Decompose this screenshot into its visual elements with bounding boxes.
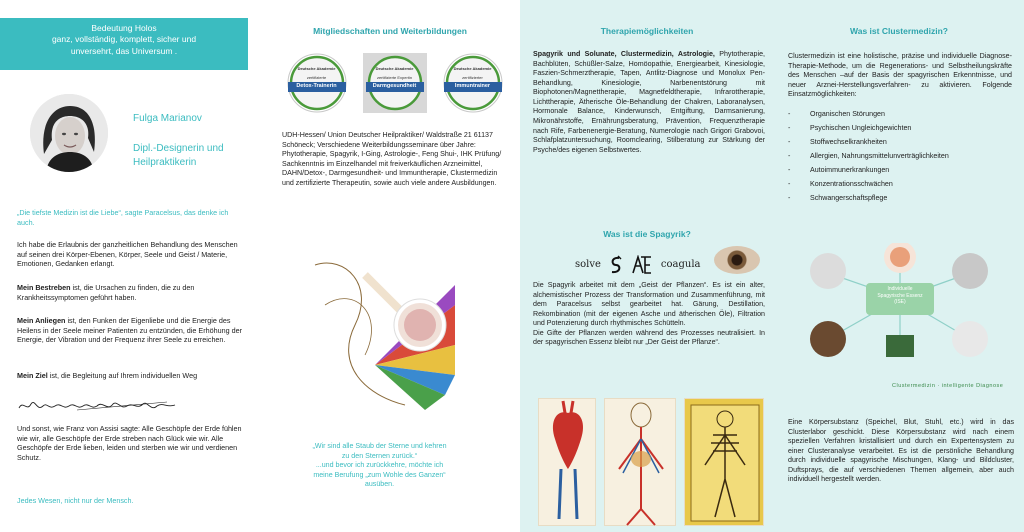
list-item-label: Stoffwechselkrankheiten [810,137,887,146]
detox-badge [284,52,350,114]
stars-quote [292,442,467,490]
assisi-paragraph: Und sonst, wie Franz von Assisi sagte: Alle Geschöpfe der Erde fühlen wie wir, alle Geschöpfe der Erde streben nach Glück wie wir. Alle Geschöpfe der Erde lieben, leiden und sterben wie wir und verdienen Schutz. [17,424,242,463]
ziel-paragraph [17,371,249,381]
panel-clustermedizin [774,0,1024,532]
therapies-list-text: Phytotherapie, Bachblüten, Schüßler-Salze, Homöopathie, Energiearbeit, Kinesiologie, Faszien-Schmerztherapie, Tapen, Antlitz-Diagnose und Monolux Pen-Behandlung, Kinesiologie, Narbenentstörung mit Biophotonen/Magnettherapie, Magnetfeldtherapie, Infrarottherapie, Lichttherapie, Ätherische Öle-Behandlung der Chakren, Laboranalysen, Hormonale Balance, Kinderwunsch, Entgiftung, Darmsanierung, Mikronährstoffe, Ernährungsberatung, Prävention, Frequenztherapie nach Rife, Farbenenergie-Beratung, Numerologie nach Grigori Grabovoi, Schlafplatzuntersuchung, Roomclearing, Stilberatung zur Stärkung der Psyche/des eigenen Selbstwertes. [533,50,765,154]
signature [17,396,177,416]
diagram-center-line: Individuelle [887,286,913,292]
badge-main-text: Darmgesundheit [372,83,417,89]
anatomy-heart-image [538,398,596,526]
badge-mid-text: zertifizierter [462,75,483,80]
list-item-label: Organischen Störungen [810,110,885,118]
quote-line: meine Berufung „zum Wohle des Ganzen“ [313,470,446,479]
clustermedizin-intro: Clustermedizin ist eine holistische, präzise und individuelle Diagnose-Therapie-Methode, um die Regenerations- und Selbstheilungskräfte des Menschen –auf der Basis der spagyrischen Erkenntnisse, und neuer Arznei-Herstellungsverfahren- zu aktivieren. Folgende Einsatzmöglichkeiten: [788,52,1012,99]
alchemy-ligature-icon [631,255,653,275]
clustermedizin-text: Eine Körpersubstanz (Speichel, Blut, Stuhl, etc.) wird in das Clusterlabor geschickt. Diese Körpersubstanz wird nach einem speziellen Verfahren kristallisiert und durch ein Expertensystem zu einer Clusteranalyse verarbeitet. Es ist die persönliche Behandlung durch individuelle spagyrische Mischungen, Klang- und Bildcluster, Duftsprays, die auf verschiedenen Themen allgemein, aber auch individuell hergestellt werden. [788,418,1014,484]
badge-top-text: Deutsche Akademie [375,66,414,71]
diagram-center-line: Spagyrische Essenz [877,292,923,299]
diagram-center [866,286,934,306]
title-line: Dipl.-Designerin und [133,143,224,154]
anliegen-text: ist, den Funken der Eigenliebe und die Energie des Heilens in der Seele meiner Patienten zu entzünden, die Erhöhung der Energie, der Vibration und der Frequenz ihrer Seele zu erreichen. [17,316,242,345]
paracelsus-quote: „Die tiefste Medizin ist die Liebe“, sagte Paracelsus, das denke ich auch. [17,208,229,227]
list-item: - Konzentrationsschwächen [788,179,893,188]
person-name: Fulga Marianov [133,113,202,124]
badge-mid-text: zertifizierte [306,75,327,80]
bestreben-label: Mein Bestreben [17,283,71,292]
anatomy-organs-image [604,398,676,526]
title-line: Heilpraktikerin [133,156,197,168]
anatomy-skeleton-image [684,398,764,526]
panel-therapies [520,0,774,532]
list-item-label: Allergien, Nahrungsmittelunverträglichkeiten [810,151,949,160]
badge-mid-text: zertifizierte Expertin [376,75,413,80]
clustermedizin-heading: Was ist Clustermedizin? [850,26,948,36]
panel-about [0,0,260,532]
anliegen-label: Mein Anliegen [17,316,66,325]
list-item: - Allergien, Nahrungsmittelunverträglichkeiten [788,151,949,160]
ziel-label: Mein Ziel [17,371,48,380]
bestreben-text: ist, die Ursachen zu finden, die zu den Krankheitssymptomen geführt haben. [17,283,195,302]
badge-main-text: Immuntrainer [454,83,491,89]
list-item-label: Konzentrationsschwächen [810,179,893,188]
list-item-label: Autoimmunerkrankungen [810,165,890,174]
holos-line: ganz, vollständig, komplett, sicher und [51,34,197,45]
spagyrik-text [533,281,765,348]
holos-line: unversehrt, das Universum . [70,45,178,56]
anliegen-paragraph [17,316,249,345]
quote-line: ausüben. [364,480,395,489]
cluster-diagram [782,243,1018,393]
portrait-photo [30,94,108,172]
list-item-label: Psychischen Ungleichgewichten [810,123,912,132]
solve-word: solve [575,259,601,271]
eye-image [714,246,760,274]
list-item: - Schwangerschaftspflege [788,193,888,202]
spagyrik-heading: Was ist die Spagyrik? [603,229,691,239]
badge-main-text: Detox-Trainerin [296,83,337,89]
alchemy-symbol-icon [609,255,623,275]
memberships-text: UDH-Hessen/ Union Deutscher Heilpraktiker/ Waldstraße 21 61137 Schöneck; Verschiedene Weiterbildungsseminare über Jahre: Phytotherapie, Spagyrik, I-Ging, Astrologie-, Feng Shui-, IHK Prüfung/ Sachkenntnis im Einzelhandel mit freiverkäuflichen Arzneimittel, DAHN/Detox-, Darmgesundheit- und Immuntherapie, Clustermedizin und zertifizierte Therapeutin, sowie auch viele andere Ausbildungen. [282,131,502,187]
color-fan-collage [305,245,455,418]
list-item-label: Schwangerschaftspflege [810,193,888,202]
list-item: - Autoimmunerkrankungen [788,165,890,174]
quote-line: „Wir sind alle Staub der Sterne und kehren [312,442,447,450]
holos-title: Bedeutung Holos [91,23,157,33]
list-item: - Organischen Störungen [788,110,885,118]
badge-top-text: Deutsche Akademie [453,66,492,71]
immun-badge [440,52,506,114]
indications-list [788,110,1012,208]
therapies-bold: Spagyrik und Solunate, Clustermedizin, Astrologie, [533,50,715,58]
therapies-text [533,50,765,155]
coagula-word: coagula [660,259,701,271]
intro-paragraph: Ich habe die Erlaubnis der ganzheitlichen Behandlung des Menschen auf seinen drei Körper-Ebenen, Körper, Seele und Geist / Materie, Emotionen, Gedanken erlangt. [17,240,238,269]
quote-line: ...und bevor ich zurückkehre, möchte ich [315,461,444,470]
spagyrik-paragraph: Die Spagyrik arbeitet mit dem „Geist der Pflanzen“. Es ist ein alter, alchemistischer Prozess der Transformation und Zusammenführung, mit dem Paracelsus selbst gearbeitet hat. Gärung, Destillation, Rekombination (mit der eigenen Asche und ätherischen Öle), Filtration und Potenzierung durch rhythmisches Schütteln. [533,281,765,328]
certificate-badges [282,52,507,114]
quote-line: zu den Sternen zurück.“ [341,451,418,460]
diagram-center-line: (ISE) [894,299,906,305]
badge-top-text: Deutsche Akademie [297,66,336,71]
memberships-heading: Mitgliedschaften und Weiterbildungen [313,26,467,36]
therapies-heading: Therapiemöglichkeiten [600,26,694,36]
ziel-text: ist, die Begleitung auf Ihrem individuellen Weg [47,371,198,380]
diagram-footer: Clustermedizin · intelligente Diagnose [892,383,1004,389]
spagyrik-paragraph: Die Gifte der Pflanzen werden während des Prozesses neutralisiert. In der spagyrischen Essenz bleibt nur „Der Geist der Pflanze“. [533,328,765,347]
person-title [133,142,253,169]
closing-line: Jedes Wesen, nicht nur der Mensch. [17,496,134,505]
list-item: - Psychischen Ungleichgewichten [788,123,912,132]
list-item: - Stoffwechselkrankheiten [788,137,887,146]
bestreben-paragraph [17,283,249,302]
darm-badge [362,52,428,114]
holos-header [0,18,248,70]
solve-coagula [575,255,701,275]
